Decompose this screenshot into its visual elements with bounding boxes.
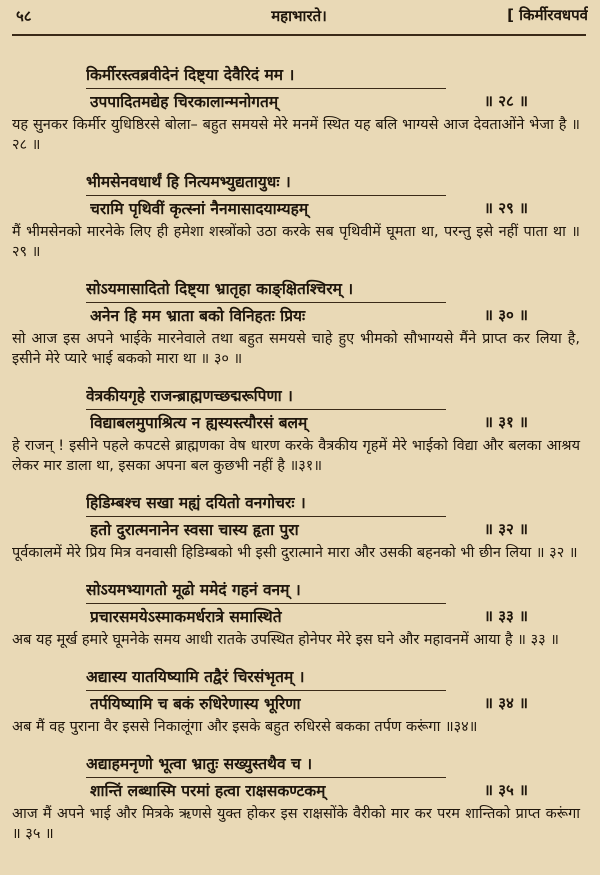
sanskrit-line-2: अनेन हि मम भ्राता बको विनिहतः प्रियः (90, 307, 306, 325)
verse-block (12, 751, 586, 844)
sanskrit-line-1: सोऽयमासादितो दिष्ट्या भ्रातृहा काङ्क्षितश्चिरम् । (86, 280, 354, 298)
verse-block (12, 383, 586, 476)
running-title: महाभारते। (271, 7, 327, 25)
verse-number: ॥ ३२ ॥ (483, 520, 528, 538)
sanskrit-line-2: चरामि पृथिवीं कृत्स्नां नैनमासादयाम्यहम् (90, 200, 309, 218)
sanskrit-line-2: विद्याबलमुपाश्रित्य न ह्यस्यस्त्यौरसं बलम् (90, 414, 308, 432)
sanskrit-line-1: किर्मीरस्त्वब्रवीदेनं दिष्ट्या देवैरिदं मम । (86, 66, 295, 84)
sanskrit-line-1: अद्यास्य यातयिष्यामि तद्वैरं चिरसंभृतम् । (86, 668, 305, 686)
verse-block (12, 169, 586, 262)
verse-number: ॥ २९ ॥ (483, 199, 528, 217)
verse-block (12, 577, 586, 650)
hindi-translation: पूर्वकालमें मेरे प्रिय मित्र वनवासी हिडिम्बको भी इसी दुरात्माने मारा और उसकी बहनको भी छीन लिया ॥ ३२ ॥ (12, 545, 578, 561)
verse-number: ॥ ३१ ॥ (483, 413, 528, 431)
sanskrit-line-1: हिडिम्बश्च सखा मह्यं दयितो वनगोचरः । (86, 494, 306, 512)
verse-number: ॥ ३४ ॥ (483, 694, 528, 712)
hindi-translation: अब मैं वह पुराना वैर इससे निकालूंगा और इसके बहुत रुधिरसे बकका तर्पण करूंगा ॥३४॥ (12, 719, 478, 735)
verse-block (12, 490, 586, 563)
hindi-translation: मैं भीमसेनको मारनेके लिए ही हमेशा शस्त्रोंको उठा करके सब पृथिवीमें घूमता था, परन्तु इसे नहीं पाता था ॥ २९ ॥ (12, 224, 580, 260)
hindi-translation: हे राजन् ! इसीने पहले कपटसे ब्राह्मणका वेष धारण करके वैत्रकीय गृहमें मेरे भाईको विद्या और बलका आश्रय लेकर मार डाला था, इसका अपना बल कुछभी नहीं है ॥३१॥ (12, 438, 580, 474)
verse-number: ॥ २८ ॥ (483, 92, 528, 110)
sanskrit-line-1: भीमसेनवधार्थं हि नित्यमभ्युद्यतायुधः । (86, 173, 291, 191)
sanskrit-line-1: वेत्रकीयगृहे राजन्ब्राह्मणच्छद्मरूपिणा । (86, 387, 293, 405)
verse-content (12, 36, 586, 844)
sanskrit-line-1: अद्याहमनृणो भूत्वा भ्रातुः सख्युस्तथैव च । (86, 755, 313, 773)
verse-number: ॥ ३० ॥ (483, 306, 528, 324)
verse-number: ॥ ३३ ॥ (483, 607, 528, 625)
sanskrit-line-2: हतो दुरात्मनानेन स्वसा चास्य हृता पुरा (90, 521, 299, 539)
sanskrit-line-2: उपपादितमद्येह चिरकालान्मनोगतम् (90, 93, 279, 111)
hindi-translation: यह सुनकर किर्मीर युधिष्ठिरसे बोला– बहुत समयसे मेरे मनमें स्थित यह बलि भाग्यसे आज देवताओंने भेजा है ॥ २८ ॥ (12, 117, 580, 153)
verse-block (12, 62, 586, 155)
section-title: [ किर्मीरवधपर्व (507, 6, 588, 24)
hindi-translation: आज मैं अपने भाई और मित्रके ऋणसे युक्त होकर इस राक्षसोंके वैरीको मार कर परम शान्तिको प्राप्त करूंगा ॥ ३५ ॥ (12, 806, 580, 842)
sanskrit-line-1: सोऽयमभ्यागतो मूढो ममेदं गहनं वनम् । (86, 581, 301, 599)
sanskrit-line-2: शान्तिं लब्धास्मि परमां हत्वा राक्षसकण्टकम् (90, 782, 326, 800)
sanskrit-line-2: तर्पयिष्यामि च बकं रुधिरेणास्य भूरिणा (90, 695, 301, 713)
verse-block (12, 664, 586, 737)
hindi-translation: अब यह मूर्ख हमारे घूमनेके समय आधी रातके उपस्थित होनेपर मेरे इस घने और महावनमें आया है ॥ ३३ ॥ (12, 632, 559, 648)
page-header (12, 0, 586, 36)
verse-block (12, 276, 586, 369)
verse-number: ॥ ३५ ॥ (483, 781, 528, 799)
hindi-translation: सो आज इस अपने भाईके मारनेवाले तथा बहुत समयसे चाहे हुए भीमको सौभाग्यसे मैंने प्राप्त कर लिया है, इसीने मेरे प्यारे भाई बकको मारा था ॥ ३० ॥ (12, 331, 580, 367)
page-number: ५८ (16, 7, 32, 25)
sanskrit-line-2: प्रचारसमयेऽस्माकमर्धरात्रे समास्थिते (90, 608, 282, 626)
